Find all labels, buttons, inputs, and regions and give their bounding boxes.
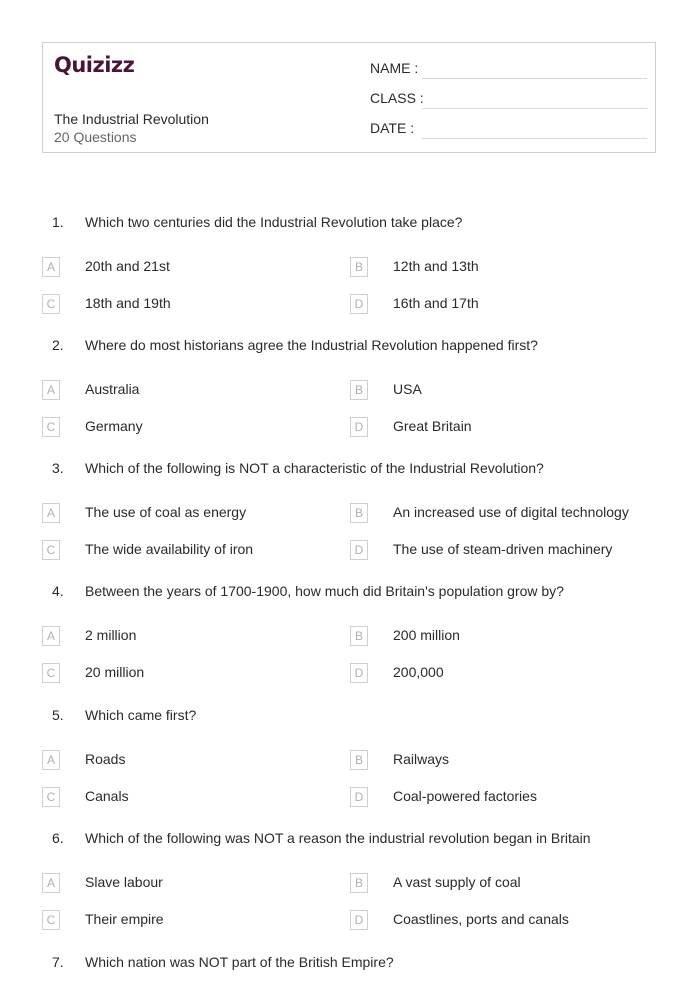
answer-option-d[interactable] (350, 417, 650, 439)
option-letter-box: D (350, 663, 368, 683)
question-number: 2. (52, 337, 64, 353)
question-number: 7. (52, 954, 64, 970)
answer-option-d[interactable] (350, 540, 650, 562)
option-letter-box: C (42, 417, 60, 437)
option-letter-box: D (350, 294, 368, 314)
worksheet-title: The Industrial Revolution (54, 111, 209, 127)
option-letter-box: C (42, 910, 60, 930)
answer-option-a[interactable] (42, 380, 342, 402)
quizizz-logo: Quizizz (54, 53, 135, 77)
question-text: Which came first? (85, 707, 197, 723)
option-text: USA (393, 381, 422, 397)
answer-option-b[interactable] (350, 873, 650, 895)
name-label: NAME : (370, 60, 419, 76)
answer-option-a[interactable] (42, 257, 342, 279)
answer-option-c[interactable] (42, 294, 342, 316)
option-text: 200,000 (393, 664, 444, 680)
answer-option-b[interactable] (350, 257, 650, 279)
answer-option-b[interactable] (350, 503, 650, 525)
option-text: Germany (85, 418, 143, 434)
question-4 (0, 583, 700, 603)
option-letter-box: B (350, 626, 368, 646)
option-text: 20 million (85, 664, 145, 680)
question-text: Which of the following is NOT a characteristic of the Industrial Revolution? (85, 460, 544, 476)
question-number: 5. (52, 707, 64, 723)
question-number: 3. (52, 460, 64, 476)
option-letter-box: A (42, 380, 60, 400)
name-line (422, 78, 647, 79)
answer-option-d[interactable] (350, 294, 650, 316)
option-text: The use of coal as energy (85, 504, 247, 520)
question-number: 4. (52, 583, 64, 599)
option-letter-box: C (42, 294, 60, 314)
answer-option-c[interactable] (42, 787, 342, 809)
option-text: The use of steam-driven machinery (393, 541, 613, 557)
question-count: 20 Questions (54, 129, 137, 145)
date-label: DATE : (370, 120, 415, 136)
question-number: 1. (52, 214, 64, 230)
option-letter-box: A (42, 503, 60, 523)
answer-option-b[interactable] (350, 626, 650, 648)
question-text: Which two centuries did the Industrial Revolution take place? (85, 214, 463, 230)
option-text: An increased use of digital technology (393, 504, 629, 520)
option-text: 200 million (393, 627, 460, 643)
option-letter-box: B (350, 750, 368, 770)
answer-option-a[interactable] (42, 626, 342, 648)
question-2 (0, 337, 700, 357)
answer-option-a[interactable] (42, 503, 342, 525)
class-label: CLASS : (370, 90, 424, 106)
answer-option-c[interactable] (42, 663, 342, 685)
question-text: Where do most historians agree the Industrial Revolution happened first? (85, 337, 538, 353)
option-text: 18th and 19th (85, 295, 171, 311)
option-letter-box: D (350, 787, 368, 807)
date-line (422, 138, 647, 139)
option-letter-box: C (42, 787, 60, 807)
option-text: The wide availability of iron (85, 541, 254, 557)
question-1 (0, 214, 700, 234)
class-line (422, 108, 647, 109)
option-letter-box: A (42, 257, 60, 277)
option-letter-box: C (42, 663, 60, 683)
question-text: Which of the following was NOT a reason the industrial revolution began in Britain (85, 830, 591, 846)
answer-option-b[interactable] (350, 750, 650, 772)
option-letter-box: A (42, 626, 60, 646)
option-text: 2 million (85, 627, 137, 643)
answer-option-c[interactable] (42, 540, 342, 562)
answer-option-b[interactable] (350, 380, 650, 402)
answer-option-a[interactable] (42, 873, 342, 895)
answer-option-d[interactable] (350, 910, 650, 932)
question-text: Which nation was NOT part of the British Empire? (85, 954, 394, 970)
answer-option-d[interactable] (350, 663, 650, 685)
option-text: Canals (85, 788, 129, 804)
option-letter-box: D (350, 540, 368, 560)
option-text: Coal-powered factories (393, 788, 537, 804)
question-7 (0, 954, 700, 974)
option-text: Railways (393, 751, 450, 767)
option-text: 12th and 13th (393, 258, 479, 274)
option-text: Slave labour (85, 874, 163, 890)
option-letter-box: B (350, 380, 368, 400)
option-text: Great Britain (393, 418, 472, 434)
question-5 (0, 707, 700, 727)
answer-option-c[interactable] (42, 910, 342, 932)
option-text: Australia (85, 381, 140, 397)
option-text: Roads (85, 751, 126, 767)
option-text: 16th and 17th (393, 295, 479, 311)
option-text: Their empire (85, 911, 164, 927)
option-letter-box: A (42, 873, 60, 893)
answer-option-d[interactable] (350, 787, 650, 809)
question-number: 6. (52, 830, 64, 846)
option-letter-box: B (350, 503, 368, 523)
option-letter-box: D (350, 417, 368, 437)
question-text: Between the years of 1700-1900, how much did Britain's population grow by? (85, 583, 564, 599)
worksheet-header (42, 42, 656, 153)
option-text: 20th and 21st (85, 258, 170, 274)
option-letter-box: B (350, 873, 368, 893)
option-letter-box: D (350, 910, 368, 930)
answer-option-c[interactable] (42, 417, 342, 439)
option-letter-box: B (350, 257, 368, 277)
option-letter-box: C (42, 540, 60, 560)
question-3 (0, 460, 700, 480)
option-text: Coastlines, ports and canals (393, 911, 569, 927)
option-letter-box: A (42, 750, 60, 770)
question-6 (0, 830, 700, 850)
option-text: A vast supply of coal (393, 874, 521, 890)
answer-option-a[interactable] (42, 750, 342, 772)
